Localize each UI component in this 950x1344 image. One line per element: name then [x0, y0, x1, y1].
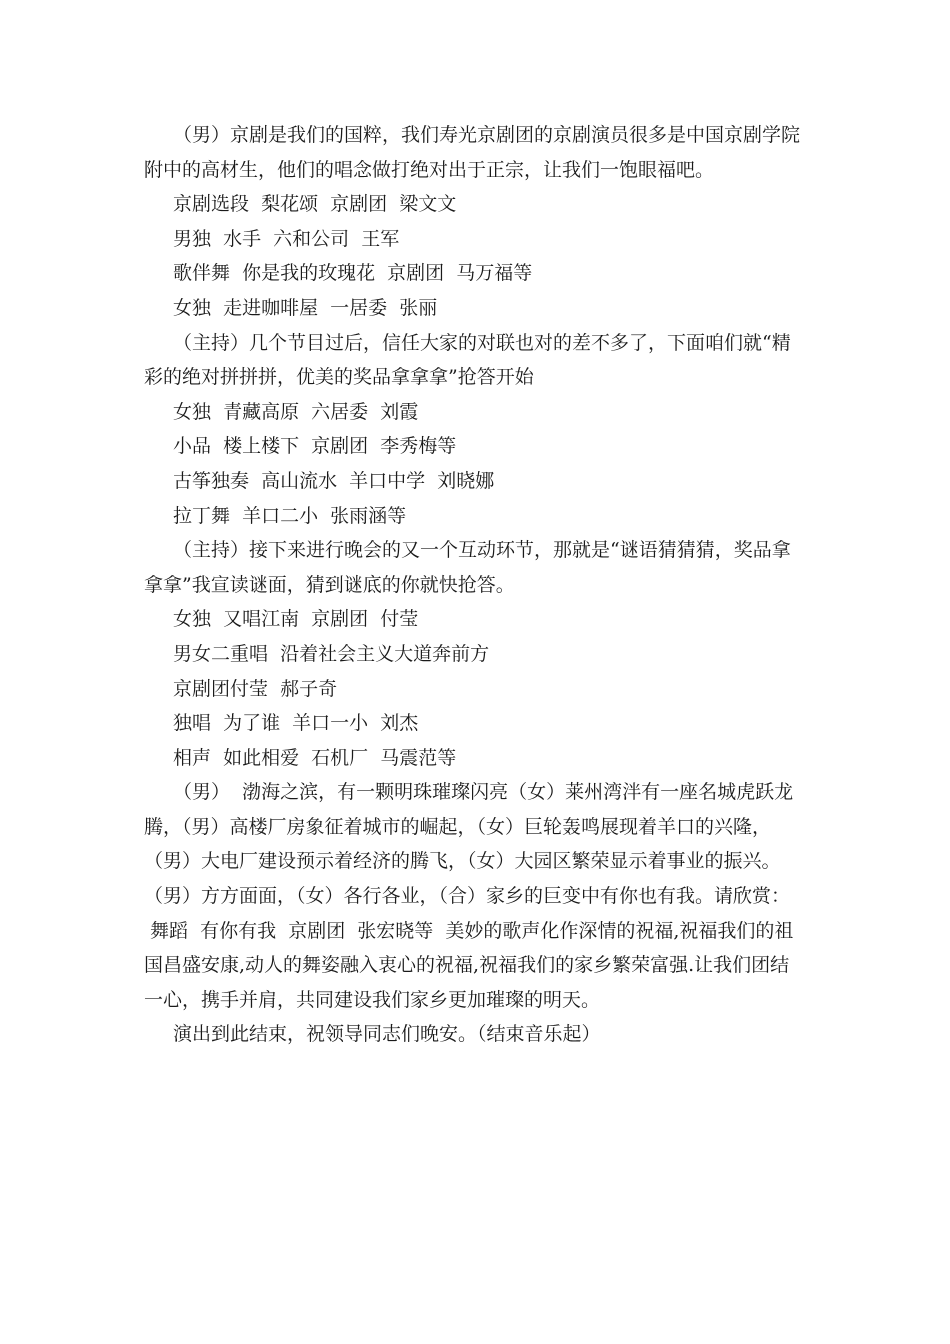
- program-item: 女独 走进咖啡屋 一居委 张丽: [173, 296, 438, 319]
- program-item: 歌伴舞 你是我的玫瑰花 京剧团 马万福等: [173, 262, 533, 285]
- program-item: 拉丁舞 羊口二小 张雨涵等: [173, 504, 407, 527]
- program-item: 女独 又唱江南 京剧团 付莹: [173, 608, 419, 631]
- program-item: 女独 青藏高原 六居委 刘霞: [173, 400, 419, 423]
- program-item: 相声 如此相爱 石机厂 马震范等: [173, 746, 457, 769]
- text-line: （男） 渤海之滨，有一颗明珠璀璨闪亮（女）莱州湾泮有一座名城虎跃龙: [173, 781, 794, 804]
- text-line: 腾，（男）高楼厂房象征着城市的崛起，（女）巨轮轰鸣展现着羊口的兴隆，: [144, 815, 772, 838]
- program-item: 男独 水手 六和公司 王军: [173, 227, 400, 250]
- text-line: （男）京剧是我们的国粹，我们寿光京剧团的京剧演员很多是中国京剧学院: [173, 124, 801, 146]
- program-item: 京剧选段 梨花颂 京剧团 梁文文: [173, 193, 457, 216]
- program-item: 独唱 为了谁 羊口一小 刘杰: [173, 712, 419, 735]
- closing-line: 演出到此结束，祝领导同志们晚安。（结束音乐起）: [173, 1023, 601, 1046]
- text-line: 彩的绝对拼拼拼，优美的奖品拿拿拿”抢答开始: [144, 366, 534, 389]
- document-body: [144, 118, 810, 1052]
- text-line: （主持）接下来进行晚会的又一个互动环节，那就是“谜语猜猜猜，奖品拿: [173, 539, 791, 562]
- text-line: （男）大电厂建设预示着经济的腾飞，（女）大园区繁荣显示着事业的振兴。: [144, 850, 781, 873]
- text-line: 拿拿”我宣读谜面，猜到谜底的你就快抢答。: [144, 573, 515, 596]
- text-line: 附中的高材生，他们的唱念做打绝对出于正宗，让我们一饱眼福吧。: [144, 158, 715, 181]
- text-line: （男）方方面面，（女）各行各业，（合）家乡的巨变中有你也有我。请欣赏：: [144, 885, 791, 908]
- text-line: （主持）几个节目过后，信任大家的对联也对的差不多了，下面咱们就“精: [173, 331, 791, 354]
- text-line: 舞蹈 有你有我 京剧团 张宏晓等 美妙的歌声化作深情的祝福,祝福我们的祖: [144, 919, 794, 942]
- text-line: 国昌盛安康,动人的舞姿融入衷心的祝福,祝福我们的家乡繁荣富强.让我们团结: [144, 954, 790, 977]
- program-item: 男女二重唱 沿着社会主义大道奔前方: [173, 642, 490, 665]
- program-item: 古筝独奏 高山流水 羊口中学 刘晓娜: [173, 469, 495, 492]
- program-item: 京剧团付莹 郝子奇: [173, 677, 338, 700]
- program-item: 小品 楼上楼下 京剧团 李秀梅等: [173, 435, 457, 458]
- text-line: 一心，携手并肩，共同建设我们家乡更加璀璨的明天。: [144, 988, 601, 1011]
